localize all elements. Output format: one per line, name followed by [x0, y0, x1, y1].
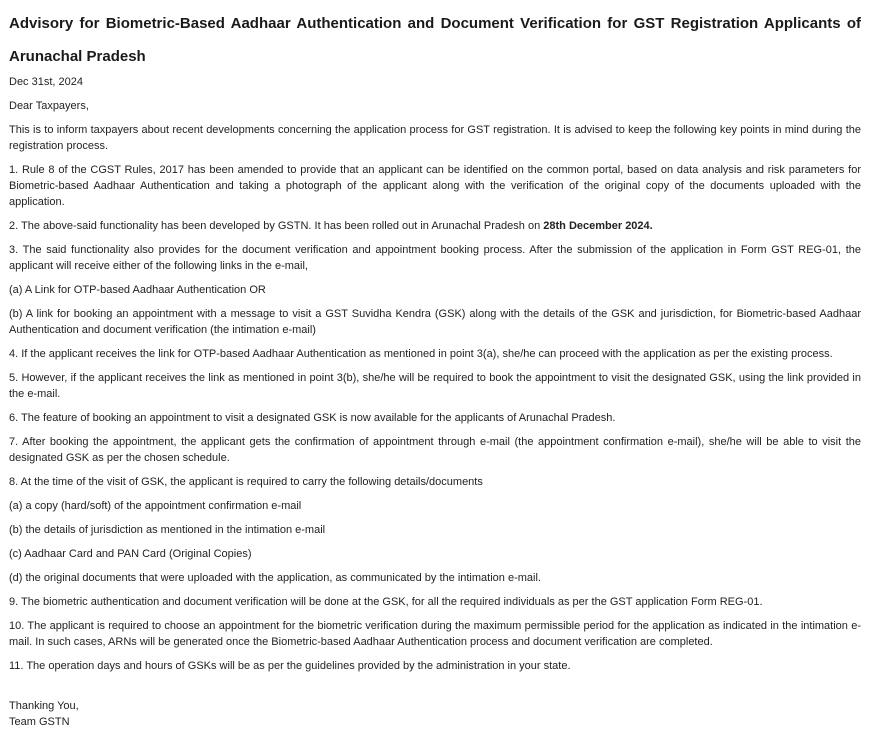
point-5: 5. However, if the applicant receives the link as mentioned in point 3(b), she/he will be required to book the appointment to visit the designated GSK, using the link provided in the e-mail. — [9, 372, 861, 400]
point-3: 3. The said functionality also provides for the document verification and appointment booking process. After the submission of the application in Form GST REG-01, the applicant will receive either of the following links in the e-mail, — [9, 244, 861, 272]
point-7: 7. After booking the appointment, the applicant gets the confirmation of appointment through e-mail (the appointment confirmation e-mail), she/he will be able to visit the designated GSK as per the chosen schedule. — [9, 436, 861, 464]
closing-signature: Team GSTN — [9, 716, 70, 728]
point-8c: (c) Aadhaar Card and PAN Card (Original Copies) — [9, 548, 252, 560]
salutation: Dear Taxpayers, — [9, 100, 89, 112]
rollout-date: 28th December 2024. — [543, 220, 653, 232]
point-10: 10. The applicant is required to choose an appointment for the biometric verification during the maximum permissible period for the application as indicated in the intimation e-mail. In such cases, ARNs will be generated once the Biometric-based Aadhaar Authentication process and document verification are completed. — [9, 620, 861, 648]
advisory-page — [0, 7, 880, 730]
closing-thanks: Thanking You, — [9, 700, 79, 712]
closing-block — [9, 698, 861, 730]
intro-paragraph: This is to inform taxpayers about recent developments concerning the application process for GST registration. It is advised to keep the following key points in mind during the registration process. — [9, 124, 861, 152]
page-title: Advisory for Biometric-Based Aadhaar Authentication and Document Verification for GST Registration Applicants of Arunachal Pradesh — [9, 15, 861, 65]
point-3b: (b) A link for booking an appointment with a message to visit a GST Suvidha Kendra (GSK) along with the details of the GSK and jurisdiction, for Biometric-based Aadhaar Authentication and document verification (the intimation e-mail) — [9, 308, 861, 336]
point-6: 6. The feature of booking an appointment to visit a designated GSK is now available for the applicants of Arunachal Pradesh. — [9, 412, 616, 424]
point-2 — [9, 218, 861, 234]
point-2-text: 2. The above-said functionality has been developed by GSTN. It has been rolled out in Arunachal Pradesh on — [9, 220, 544, 232]
point-9: 9. The biometric authentication and document verification will be done at the GSK, for all the required individuals as per the GST application Form REG-01. — [9, 596, 763, 608]
point-8d: (d) the original documents that were uploaded with the application, as communicated by the intimation e-mail. — [9, 572, 541, 584]
point-1: 1. Rule 8 of the CGST Rules, 2017 has been amended to provide that an applicant can be identified on the common portal, based on data analysis and risk parameters for Biometric-based Aadhaar Authentication and taking a photograph of the applicant along with the verification of the original copy of the documents uploaded with the application. — [9, 164, 861, 208]
point-8b: (b) the details of jurisdiction as mentioned in the intimation e-mail — [9, 524, 326, 536]
advisory-date: Dec 31st, 2024 — [9, 76, 83, 88]
point-3a: (a) A Link for OTP-based Aadhaar Authentication OR — [9, 284, 266, 296]
point-8: 8. At the time of the visit of GSK, the applicant is required to carry the following details/documents — [9, 476, 483, 488]
point-11: 11. The operation days and hours of GSKs will be as per the guidelines provided by the administration in your state. — [9, 660, 571, 672]
point-8a: (a) a copy (hard/soft) of the appointment confirmation e-mail — [9, 500, 302, 512]
point-4: 4. If the applicant receives the link for OTP-based Aadhaar Authentication as mentioned in point 3(a), she/he can proceed with the application as per the existing process. — [9, 348, 833, 360]
